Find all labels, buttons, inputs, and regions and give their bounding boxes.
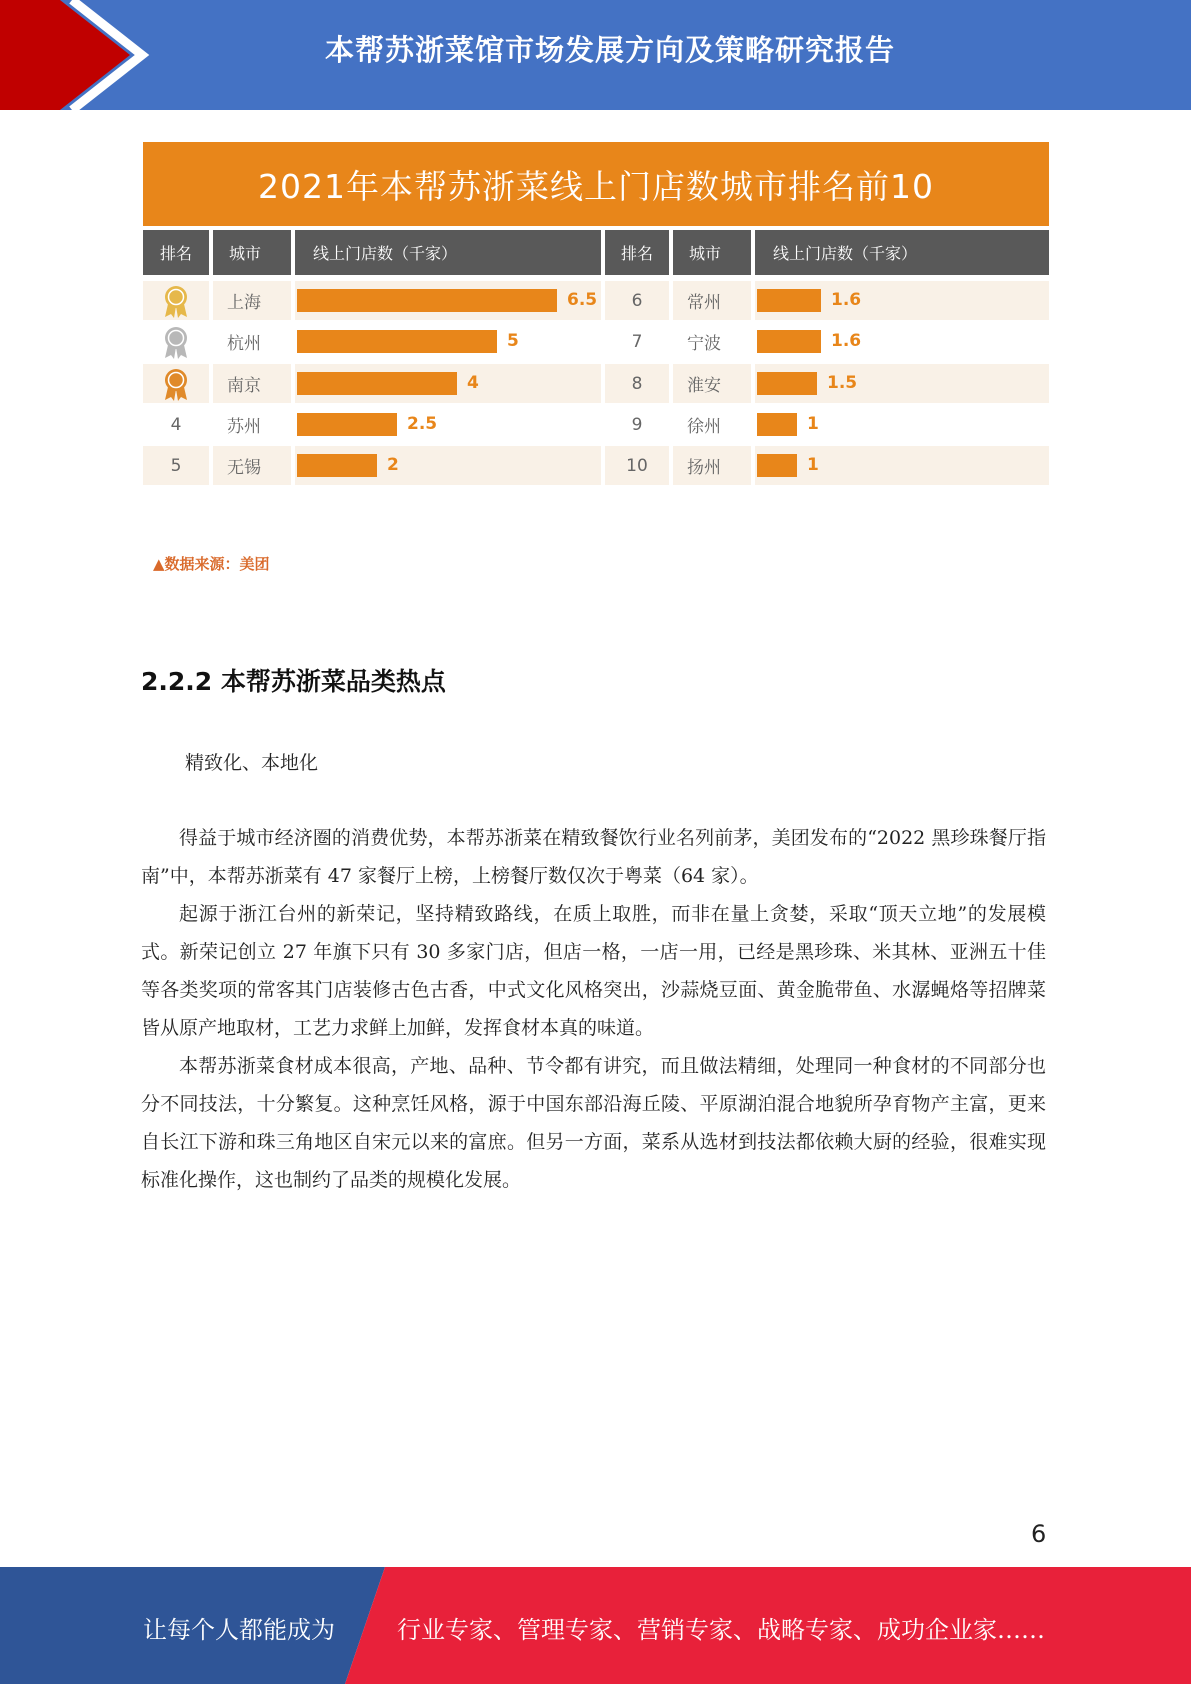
city-cell: 上海 <box>213 281 291 320</box>
bar-value-label: 2 <box>387 455 399 475</box>
column-header-rank-right: 排名 <box>605 230 669 275</box>
city-cell: 淮安 <box>673 364 751 403</box>
rank-cell: 5 <box>143 446 209 485</box>
rank-cell: 10 <box>605 446 669 485</box>
bar-value-label: 1.5 <box>827 373 858 393</box>
rank-cell <box>143 364 209 403</box>
city-cell: 扬州 <box>673 446 751 485</box>
city-cell: 南京 <box>213 364 291 403</box>
rank-cell <box>143 322 209 361</box>
header-arrow-decoration <box>0 0 180 110</box>
ranking-infographic <box>143 142 1049 490</box>
footer-slogan-right: 行业专家、管理专家、营销专家、战略专家、成功企业家…… <box>397 1616 1045 1644</box>
bar-value-label: 2.5 <box>407 414 438 434</box>
page-number: 6 <box>1031 1520 1047 1548</box>
bar-value-label: 1.6 <box>831 331 862 351</box>
column-header-city-right: 城市 <box>673 230 751 275</box>
bar-cell <box>755 405 1049 444</box>
bar <box>757 289 821 312</box>
page-footer <box>0 1567 1191 1684</box>
bar <box>297 454 377 477</box>
column-header-stores-left: 线上门店数（千家） <box>295 230 601 275</box>
section-heading: 2.2.2 本帮苏浙菜品类热点 <box>141 667 446 696</box>
header-title: 本帮苏浙菜馆市场发展方向及策略研究报告 <box>324 33 895 67</box>
bar <box>297 289 557 312</box>
bar-value-label: 1.6 <box>831 290 862 310</box>
city-cell: 无锡 <box>213 446 291 485</box>
gold-medal-icon <box>162 284 190 318</box>
bar-value-label: 1 <box>807 455 819 475</box>
rank-cell: 7 <box>605 322 669 361</box>
bar <box>297 413 397 436</box>
infographic-title-bar <box>143 142 1049 226</box>
bar <box>297 330 497 353</box>
city-cell: 苏州 <box>213 405 291 444</box>
bar <box>757 454 797 477</box>
paragraph: 本帮苏浙菜食材成本很高，产地、品种、节令都有讲究，而且做法精细，处理同一种食材的不同部分也分不同技法，十分繁复。这种烹饪风格，源于中国东部沿海丘陵、平原湖泊混合地貌所孕育物产主富，更来自长江下游和珠三角地区自宋元以来的富庶。但另一方面，菜系从选材到技法都依赖大厨的经验，很难实现标准化操作，这也制约了品类的规模化发展。 <box>141 1055 1046 1191</box>
bar <box>757 413 797 436</box>
bar-value-label: 5 <box>507 331 519 351</box>
bar <box>757 372 817 395</box>
city-cell: 宁波 <box>673 322 751 361</box>
bar-value-label: 1 <box>807 414 819 434</box>
data-source-note: ▲数据来源：美团 <box>153 555 270 573</box>
rank-cell: 8 <box>605 364 669 403</box>
city-cell: 徐州 <box>673 405 751 444</box>
page-header <box>0 0 1191 110</box>
body-text <box>141 819 1046 1199</box>
paragraph: 得益于城市经济圈的消费优势，本帮苏浙菜在精致餐饮行业名列前茅，美团发布的“2022 黑珍珠餐厅指南”中，本帮苏浙菜有 47 家餐厅上榜，上榜餐厅数仅次于粤菜（64 家）。 <box>141 827 1046 887</box>
rank-cell: 9 <box>605 405 669 444</box>
bar <box>297 372 457 395</box>
silver-medal-icon <box>162 325 190 359</box>
rank-cell <box>143 281 209 320</box>
section-subhead: 精致化、本地化 <box>185 752 319 774</box>
city-cell: 杭州 <box>213 322 291 361</box>
rank-cell: 4 <box>143 405 209 444</box>
column-header-city-left: 城市 <box>213 230 291 275</box>
paragraph: 起源于浙江台州的新荣记，坚持精致路线，在质上取胜，而非在量上贪婪，采取“顶天立地”的发展模式。新荣记创立 27 年旗下只有 30 多家门店，但店一格，一店一用，已经是黑珍珠、米其林、亚洲五十佳等各类奖项的常客其门店装修古色古香，中式文化风格突出，沙蒜烧豆面、黄金脆带鱼、水潺蝇烙等招牌菜皆从原产地取材，工艺力求鲜上加鲜，发挥食材本真的味道。 <box>141 903 1046 1039</box>
footer-slogan-left: 让每个人都能成为 <box>143 1616 335 1644</box>
bar-value-label: 6.5 <box>567 290 598 310</box>
bar-value-label: 4 <box>467 373 479 393</box>
infographic-title: 2021年本帮苏浙菜线上门店数城市排名前10 <box>258 166 934 206</box>
rank-cell: 6 <box>605 281 669 320</box>
bar <box>757 330 821 353</box>
city-cell: 常州 <box>673 281 751 320</box>
bronze-medal-icon <box>162 367 190 401</box>
column-header-rank-left: 排名 <box>143 230 209 275</box>
bar-cell <box>755 446 1049 485</box>
column-header-stores-right: 线上门店数（千家） <box>755 230 1049 275</box>
